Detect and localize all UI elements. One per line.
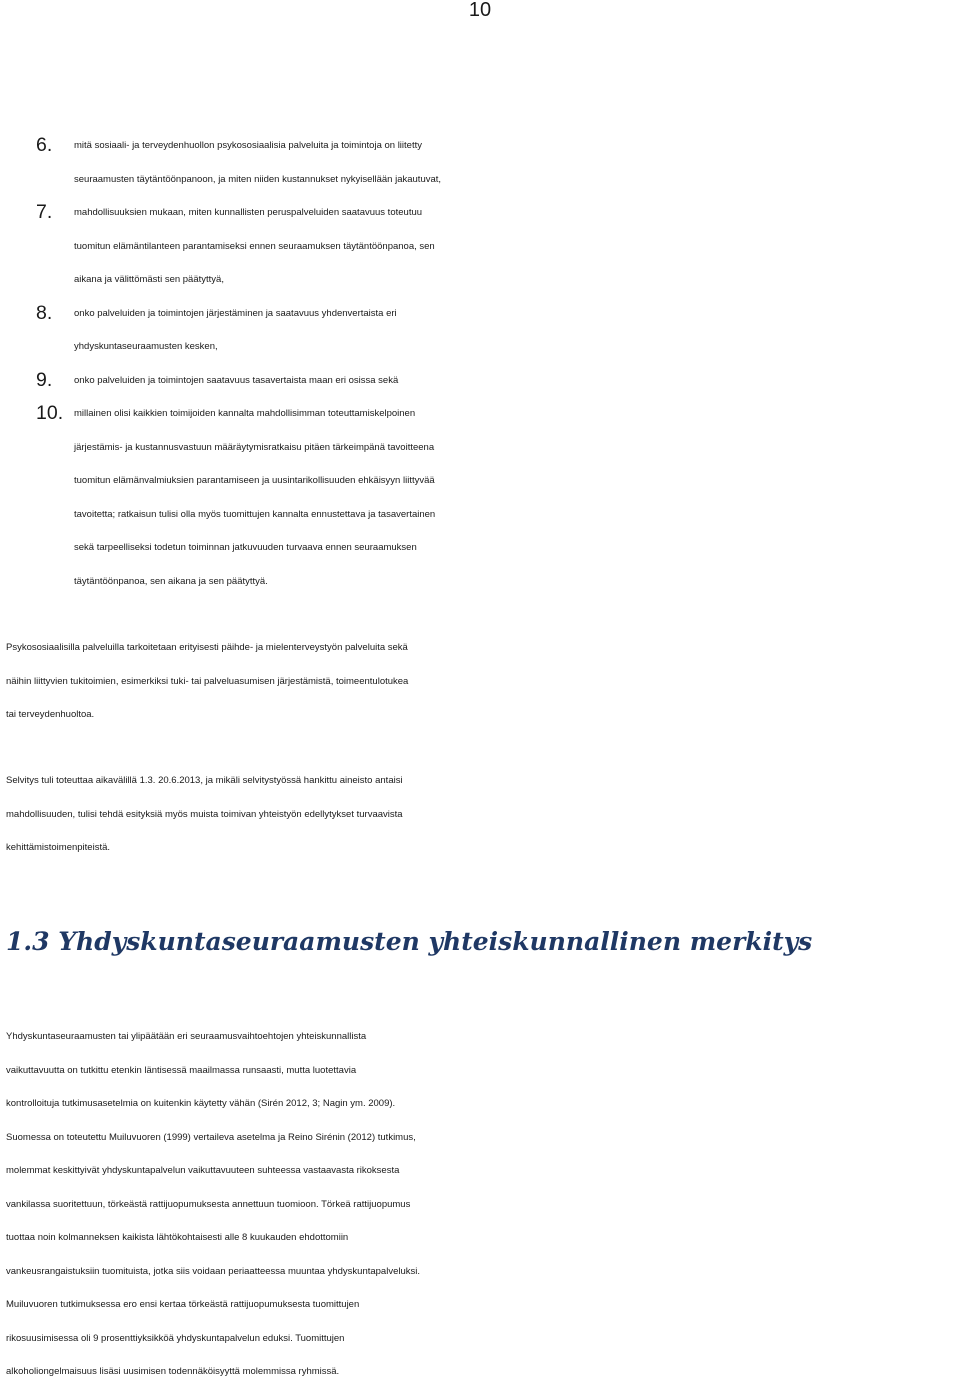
paragraph-line: kehittämistoimenpiteistä. xyxy=(6,842,111,853)
paragraph-line: alkoholiongelmaisuus lisäsi uusimisen todennäköisyyttä molemmissa ryhmissä. xyxy=(6,1366,340,1377)
list-number: 6. xyxy=(36,134,53,156)
paragraph-societal-impact xyxy=(6,1020,956,1389)
list-number: 9. xyxy=(36,368,53,391)
paragraph-report-period xyxy=(6,764,956,865)
list-line: seuraamusten täytäntöönpanoon, ja miten niiden kustannukset nykyisellään jakautuvat, xyxy=(74,173,442,185)
list-line: tavoitetta; ratkaisun tulisi olla myös tuomittujen kannalta ennustettava ja tasavertainen xyxy=(74,508,436,520)
paragraph-line: Suomessa on toteutettu Muiluvuoren (1999) vertaileva asetelma ja Reino Sirénin (2012) tutkimus, xyxy=(6,1131,416,1143)
paragraph-psychosocial xyxy=(6,631,956,732)
list-line: mitä sosiaali- ja terveydenhuollon psykososiaalisia palveluita ja toimintoja on liitetty xyxy=(74,140,422,151)
list-number: 8. xyxy=(36,301,53,324)
paragraph-line: Yhdyskuntaseuraamusten tai ylipäätään eri seuraamusvaihtoehtojen yhteiskunnallista xyxy=(6,1031,367,1042)
paragraph-line: Psykososiaalisilla palveluilla tarkoitetaan erityisesti päihde- ja mielenterveystyön palveluita sekä xyxy=(6,642,408,653)
list-line: tuomitun elämäntilanteen parantamiseksi ennen seuraamuksen täytäntöönpanoa, sen xyxy=(74,240,435,252)
page-number: 10 xyxy=(468,0,492,21)
list-line: sekä tarpeelliseksi todetun toiminnan jatkuvuuden turvaava ennen seuraamuksen xyxy=(74,542,417,553)
list-item-6 xyxy=(0,129,960,196)
list-line: järjestämis- ja kustannusvastuun määräytymisratkaisu pitäen tärkeimpänä tavoitteena xyxy=(74,441,435,453)
paragraph-line: mahdollisuuden, tulisi tehdä esityksiä myös muista toimivan yhteistyön edellytykset turvaavista xyxy=(6,808,403,820)
paragraph-line: vaikuttavuutta on tutkittu etenkin läntisessä maailmassa runsaasti, mutta luotettavia xyxy=(6,1064,357,1076)
paragraph-line: Selvitys tuli toteuttaa aikavälillä 1.3. 20.6.2013, ja mikäli selvitystyössä hankittu aineisto antaisi xyxy=(6,775,403,786)
paragraph-line: molemmat keskittyivät yhdyskuntapalvelun vaikuttavuuteen suhteessa vastaavasta rikoksesta xyxy=(6,1165,400,1176)
list-line: mahdollisuuksien mukaan, miten kunnallisten peruspalveluiden saatavuus toteutuu xyxy=(74,207,423,218)
paragraph-line: kontrolloituja tutkimusasetelmia on kuitenkin käytetty vähän (Sirén 2012, 3; Nagin ym. 2009). xyxy=(6,1098,396,1109)
list-line: millainen olisi kaikkien toimijoiden kannalta mahdollisimman toteuttamiskelpoinen xyxy=(74,408,416,419)
list-line: onko palveluiden ja toimintojen saatavuus tasavertaista maan eri osissa sekä xyxy=(74,374,399,386)
list-line: tuomitun elämänvalmiuksien parantamiseen ja uusintarikollisuuden ehkäisyyn liittyvää xyxy=(74,475,435,486)
paragraph-line: näihin liittyvien tukitoimien, esimerkiksi tuki- tai palveluasumisen järjestämistä, toimeentulotukea xyxy=(6,675,409,687)
paragraph-line: tai terveydenhuoltoa. xyxy=(6,709,95,720)
numbered-list xyxy=(0,129,960,598)
list-item-10 xyxy=(0,397,960,598)
paragraph-line: Muiluvuoren tutkimuksessa ero ensi kertaa törkeästä rattijuopumuksesta tuomittujen xyxy=(6,1299,360,1310)
section-heading: 1.3 Yhdyskuntaseuraamusten yhteiskunnallinen merkitys xyxy=(6,927,813,956)
list-item-7 xyxy=(0,196,960,297)
list-line: aikana ja välittömästi sen päätyttyä, xyxy=(74,274,224,285)
list-number: 10. xyxy=(36,402,64,424)
list-line: yhdyskuntaseuraamusten kesken, xyxy=(74,341,218,352)
paragraph-line: tuottaa noin kolmanneksen kaikista lähtökohtaisesti alle 8 kuukauden ehdottomiin xyxy=(6,1232,349,1243)
list-item-9 xyxy=(0,364,960,398)
paragraph-line: rikosuusimisessa oli 9 prosenttiyksikköä yhdyskuntapalvelun eduksi. Tuomittujen xyxy=(6,1332,345,1344)
list-item-8 xyxy=(0,297,960,364)
paragraph-line: vankilassa suoritettuun, törkeästä rattijuopumuksesta annettuun tuomioon. Törkeä rattijuopumus xyxy=(6,1198,411,1210)
paragraph-line: vankeusrangaistuksiin tuomituista, jotka siis voidaan periaatteessa muuntaa yhdyskuntapalveluksi. xyxy=(6,1265,421,1277)
list-number: 7. xyxy=(36,201,53,223)
list-line: onko palveluiden ja toimintojen järjestäminen ja saatavuus yhdenvertaista eri xyxy=(74,307,397,319)
list-line: täytäntöönpanoa, sen aikana ja sen päätyttyä. xyxy=(74,575,268,587)
